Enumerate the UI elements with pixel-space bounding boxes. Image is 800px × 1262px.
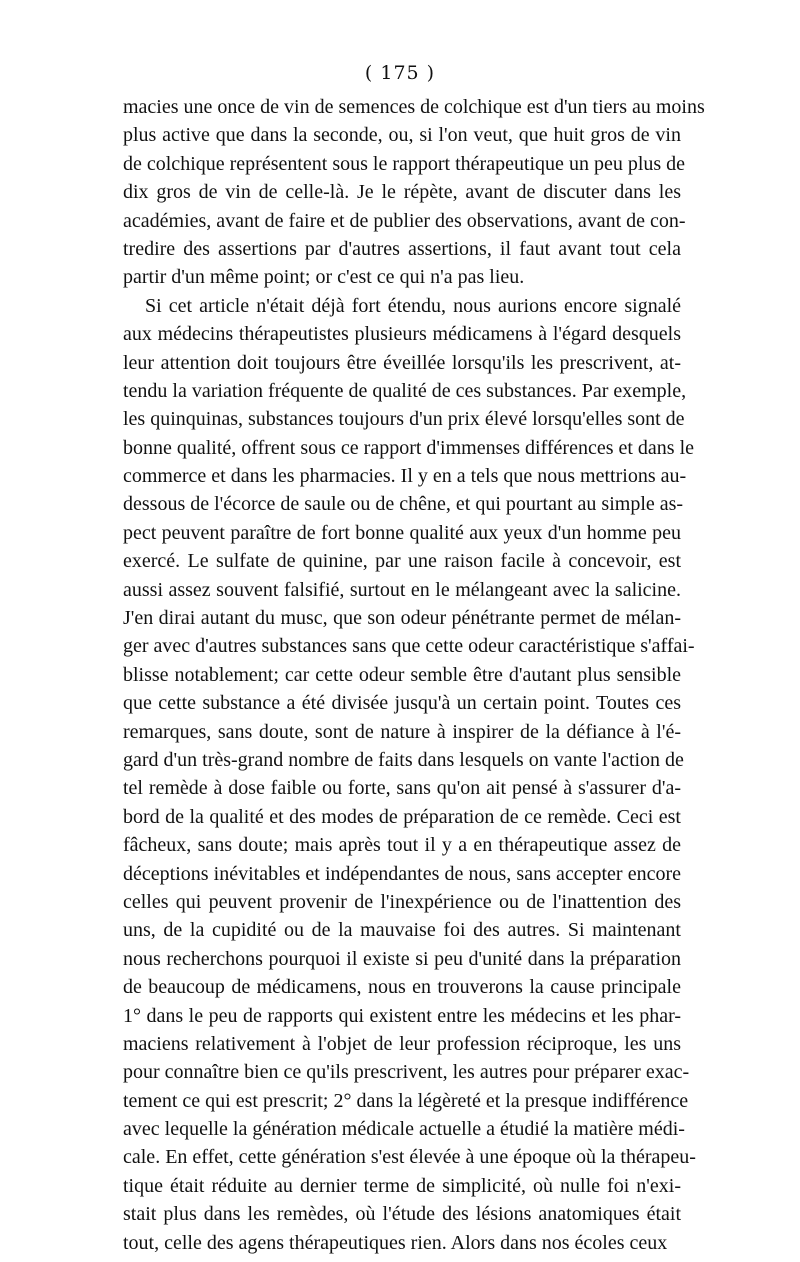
text-line: gard d'un très-grand nombre de faits dans lesquels on vante l'action de: [123, 748, 684, 771]
text-line: pour connaître bien ce qu'ils prescrivent, les autres pour préparer exac-: [123, 1061, 690, 1084]
text-line: ger avec d'autres substances sans que cette odeur caractéristique s'affai-: [123, 635, 695, 658]
text-line: J'en dirai autant du musc, que son odeur pénétrante permet de mélan-: [123, 607, 681, 630]
text-line: tement ce qui est prescrit; 2° dans la légèreté et la presque indifférence: [123, 1089, 689, 1112]
text-line: déceptions inévitables et indépendantes de nous, sans accepter encore: [123, 862, 681, 885]
text-line: fâcheux, sans doute; mais après tout il y a en thérapeutique assez de: [123, 834, 681, 857]
text-line: tredire des assertions par d'autres assertions, il faut avant tout cela: [123, 237, 681, 260]
text-line: plus active que dans la seconde, ou, si l'on veut, que huit gros de vin: [123, 124, 681, 147]
text-line: nous recherchons pourquoi il existe si peu d'unité dans la préparation: [123, 947, 681, 970]
text-line: de beaucoup de médicamens, nous en trouverons la cause principale: [123, 976, 681, 999]
text-line: uns, de la cupidité ou de la mauvaise foi des autres. Si maintenant: [123, 919, 681, 942]
text-line: dix gros de vin de celle-là. Je le répète, avant de discuter dans les: [123, 181, 681, 204]
text-line: maciens relativement à l'objet de leur profession réciproque, les uns: [123, 1032, 681, 1055]
page-number: ( 175 ): [364, 62, 436, 84]
text-line: partir d'un même point; or c'est ce qui n'a pas lieu.: [123, 266, 525, 289]
text-line: tout, celle des agens thérapeutiques rien. Alors dans nos écoles ceux: [123, 1231, 668, 1254]
text-line: leur attention doit toujours être éveillée lorsqu'ils les prescrivent, at-: [123, 351, 681, 374]
text-line: les quinquinas, substances toujours d'un prix élevé lorsqu'elles sont de: [123, 408, 685, 431]
text-line: exercé. Le sulfate de quinine, par une raison facile à concevoir, est: [123, 550, 681, 573]
text-line: avec lequelle la génération médicale actuelle a étudié la matière médi-: [123, 1118, 685, 1141]
text-line: bonne qualité, offrent sous ce rapport d'immenses différences et dans le: [123, 436, 695, 459]
text-line: cale. En effet, cette génération s'est élevée à une époque où la thérapeu-: [123, 1146, 696, 1169]
paragraph-2: [123, 292, 696, 1257]
text-line: remarques, sans doute, sont de nature à inspirer de la défiance à l'é-: [123, 720, 681, 743]
text-line: macies une once de vin de semences de colchique est d'un tiers au moins: [123, 96, 705, 118]
text-line: tique était réduite au dernier terme de simplicité, où nulle foi n'exi-: [123, 1174, 681, 1197]
text-line: Si cet article n'était déjà fort étendu, nous aurions encore signalé: [145, 294, 681, 317]
text-line: aux médecins thérapeutistes plusieurs médicamens à l'égard desquels: [123, 323, 681, 346]
text-line: commerce et dans les pharmacies. Il y en a tels que nous mettrions au-: [123, 465, 687, 488]
text-line: que cette substance a été divisée jusqu'à un certain point. Toutes ces: [123, 692, 681, 715]
paragraph-1: [123, 93, 705, 292]
text-line: blisse notablement; car cette odeur semble être d'autant plus sensible: [123, 663, 681, 686]
text-line: académies, avant de faire et de publier des observations, avant de con-: [123, 209, 686, 232]
text-line: dessous de l'écorce de saule ou de chêne, et qui pourtant au simple as-: [123, 493, 684, 516]
text-line: stait plus dans les remèdes, où l'étude des lésions anatomiques était: [123, 1203, 681, 1226]
text-line: aussi assez souvent falsifié, surtout en le mélangeant avec la salicine.: [123, 578, 681, 601]
text-line: bord de la qualité et des modes de préparation de ce remède. Ceci est: [123, 805, 681, 828]
text-line: de colchique représentent sous le rapport thérapeutique un peu plus de: [123, 152, 686, 175]
text-line: pect peuvent paraître de fort bonne qualité aux yeux d'un homme peu: [123, 521, 681, 544]
text-line: celles qui peuvent provenir de l'inexpérience ou de l'inattention des: [123, 890, 681, 913]
text-line: tel remède à dose faible ou forte, sans qu'on ait pensé à s'assurer d'a-: [123, 777, 681, 800]
body-text: [123, 93, 705, 1257]
text-line: tendu la variation fréquente de qualité de ces substances. Par exemple,: [123, 379, 687, 402]
text-line: 1° dans le peu de rapports qui existent entre les médecins et les phar-: [123, 1004, 681, 1027]
